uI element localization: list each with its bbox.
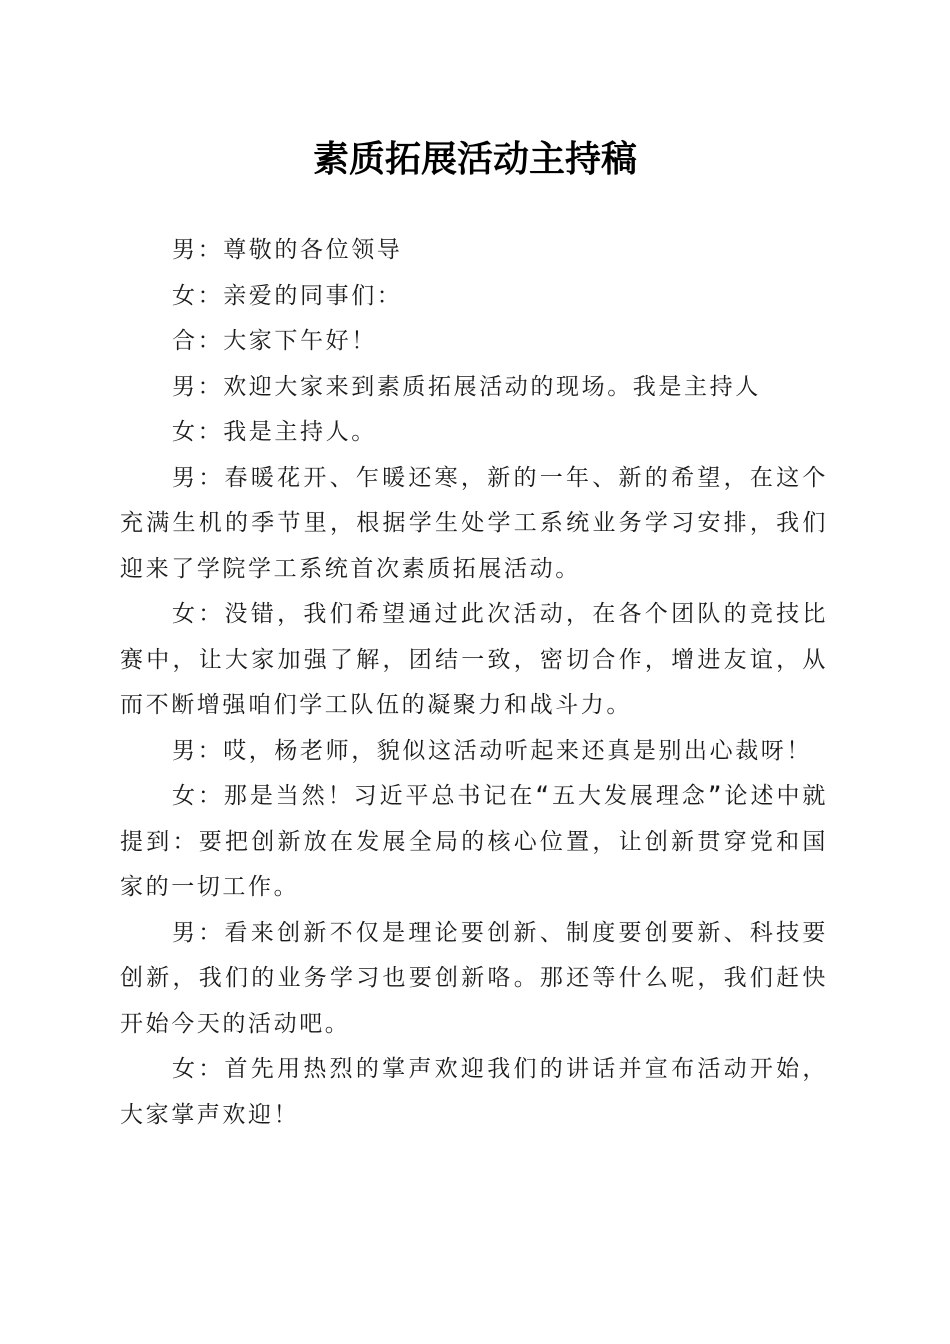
- paragraph: 女：没错，我们希望通过此次活动，在各个团队的竞技比赛中，让大家加强了解，团结一致，密切合作，增进友谊，从而不断增强咱们学工队伍的凝聚力和战斗力。: [120, 601, 828, 718]
- paragraph: 男：看来创新不仅是理论要创新、制度要创要新、科技要创新，我们的业务学习也要创新咯。那还等什么呢，我们赶快开始今天的活动吧。: [120, 919, 828, 1037]
- paragraph: 合：大家下午好！: [172, 328, 377, 354]
- paragraph: 女：亲爱的同事们：: [172, 282, 403, 309]
- paragraph: 女：那是当然！习近平总书记在“五大发展理念”论述中就提到：要把创新放在发展全局的核心位置，让创新贯穿党和国家的一切工作。: [120, 783, 828, 900]
- paragraph: 男：春暖花开、乍暖还寒，新的一年、新的希望，在这个充满生机的季节里，根据学生处学工系统业务学习安排，我们迎来了学院学工系统首次素质拓展活动。: [120, 464, 828, 582]
- paragraph: 男：尊敬的各位领导: [172, 237, 403, 263]
- document-body: [120, 228, 828, 1138]
- paragraph: 男：哎，杨老师，貌似这活动听起来还真是别出心裁呀！: [172, 737, 812, 764]
- paragraph: 女：我是主持人。: [172, 419, 377, 445]
- paragraph: 女：首先用热烈的掌声欢迎我们的讲话并宣布活动开始，大家掌声欢迎！: [120, 1056, 828, 1128]
- paragraph: 男：欢迎大家来到素质拓展活动的现场。我是主持人: [172, 373, 761, 400]
- document-title: 素质拓展活动主持稿: [312, 138, 637, 180]
